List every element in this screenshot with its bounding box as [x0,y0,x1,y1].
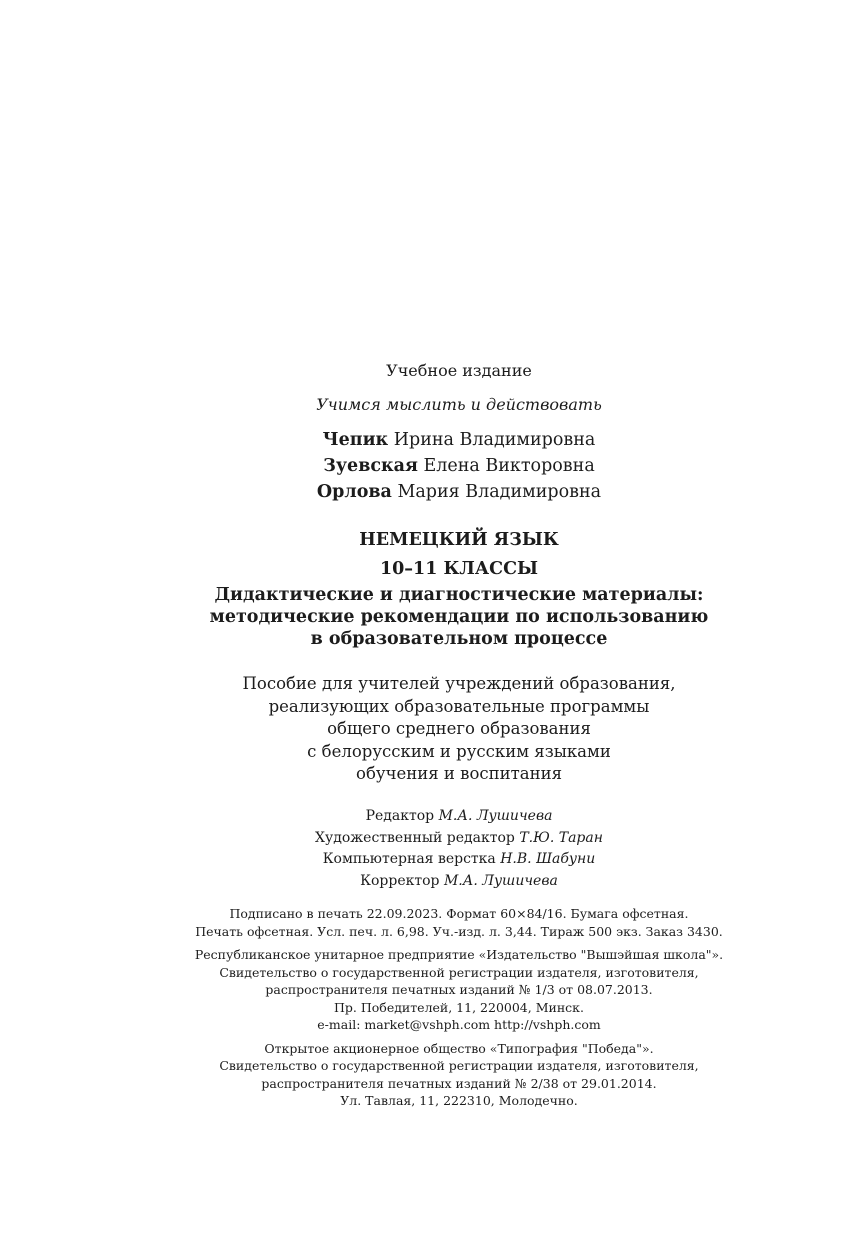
author-surname: Чепик [322,430,389,450]
staff-person: Т.Ю. Таран [519,829,603,846]
staff-role: Корректор [360,872,444,889]
book-subtitle [0,584,868,650]
author-line [0,479,868,505]
book-purpose [0,673,868,786]
editorial-staff [0,806,868,892]
staff-line [0,871,868,893]
publisher-line: Республиканское унитарное предприятие «Издательство "Вышэйшая школа"». [194,947,724,962]
publisher-contacts: e-mail: market@vshph.com http://vshph.com [317,1017,601,1032]
staff-line [0,849,868,871]
staff-line [0,828,868,850]
subtitle-line: методические рекомендации по использованию [209,607,709,627]
staff-role: Компьютерная верстка [322,851,501,867]
staff-role: Художественный редактор [315,829,520,846]
author-name: Елена Викторовна [417,456,595,476]
staff-person: М.А. Лушичева [438,808,553,824]
author-line [0,427,868,453]
purpose-line: Пособие для учителей учреждений образования, [242,674,676,693]
edition-type-text: Учебное издание [386,361,532,380]
purpose-line: с белорусским и русским языками [307,741,611,761]
imprint-details [0,905,868,1110]
series-name [0,394,868,416]
staff-person: М.А. Лушичева [443,872,558,889]
printer-line: Открытое акционерное общество «Типография "Победа"». [264,1040,654,1056]
publisher-line: распространителя печатных изданий № 1/3 от 08.07.2013. [265,982,653,997]
title-line: НЕМЕЦКИЙ ЯЗЫК [359,530,559,550]
title-grades: 10–11 КЛАССЫ [379,559,539,579]
purpose-line: реализующих образовательные программы [268,696,650,716]
publisher-line: Свидетельство о государственной регистрации издателя, изготовителя, [219,964,699,980]
staff-line [0,806,868,828]
printer-line: Свидетельство о государственной регистрации издателя, изготовителя, [219,1058,699,1073]
author-name: Ирина Владимировна [388,430,596,450]
author-name: Мария Владимировна [391,482,602,502]
author-surname: Зуевская [323,456,418,476]
subtitle-line: Дидактические и диагностические материалы: [214,585,704,605]
edition-type [0,360,868,382]
print-info-line: Печать офсетная. Усл. печ. л. 6,98. Уч.-изд. л. 3,44. Тираж 500 экз. Заказ 3430. [195,923,723,939]
staff-person: Н.В. Шабуни [500,851,596,867]
staff-role: Редактор [365,808,439,824]
purpose-line: обучения и воспитания [356,764,562,783]
series-text: Учимся мыслить и действовать [316,395,602,414]
purpose-line: общего среднего образования [327,719,591,738]
subtitle-line: в образовательном процессе [310,629,608,649]
printer-line: распространителя печатных изданий № 2/38 от 29.01.2014. [261,1075,657,1091]
printer-address: Ул. Тавлая, 11, 222310, Молодечно. [340,1093,578,1108]
publisher-address: Пр. Победителей, 11, 220004, Минск. [334,999,584,1015]
authors-list [0,427,868,505]
author-surname: Орлова [316,482,392,502]
print-info-line: Подписано в печать 22.09.2023. Формат 60×84/16. Бумага офсетная. [229,906,689,921]
book-title [0,526,868,584]
author-line [0,453,868,479]
